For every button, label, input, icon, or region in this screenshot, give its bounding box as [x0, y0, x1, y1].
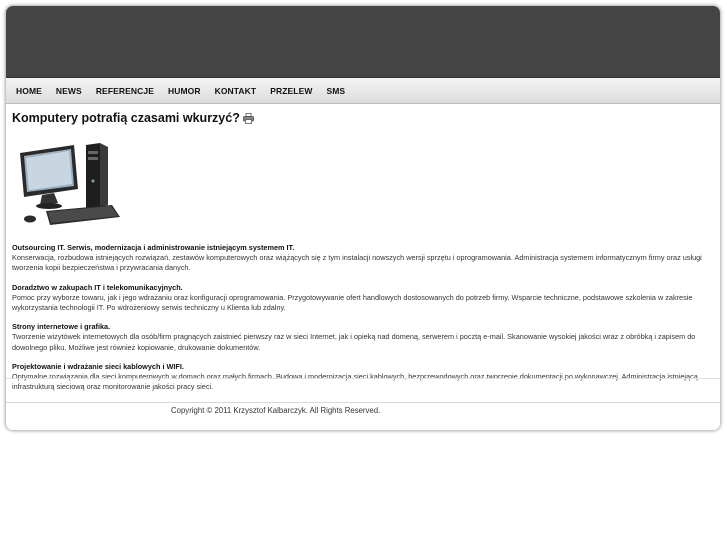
- service-body: Optymalne rozwiązania dla sieci komputerowych w domach oraz małych firmach. Budowa i modernizacja sieci kablowych, bezprzewodowych oraz tworzenie dokumentacji po wykonawczej. Administracja istniejącą infrastrukturą sieciową oraz monitorowanie jakości pracy sieci.: [12, 372, 698, 392]
- service-heading: Doradztwo w zakupach IT i telekomunikacyjnych.: [12, 282, 183, 292]
- nav-home[interactable]: HOME: [16, 85, 42, 96]
- nav-referencje[interactable]: REFERENCJE: [95, 85, 154, 96]
- service-body: Pomoc przy wyborze towaru, jak i jego wdrażaniu oraz konfiguracji oprogramowania. Przygotowywanie ofert handlowych dostosowanych do potrzeb firmy. Wsparcie techniczne, podstawowe szkolenia w zakresie wykorzystania technologii IT. Po wdrożeniowy serwis techniczny u Klienta lub zdalny.: [12, 292, 693, 313]
- service-heading: Projektowanie i wdrażanie sieci kablowych i WIFI.: [12, 361, 184, 371]
- header-banner: [6, 6, 720, 78]
- page-title: Komputery potrafią czasami wkurzyć?: [12, 111, 240, 125]
- printer-icon[interactable]: [243, 113, 254, 124]
- service-section: [12, 322, 714, 353]
- service-heading: Outsourcing IT. Serwis, modernizacja i administrowanie istniejącym systemem IT.: [12, 243, 295, 252]
- main-nav: [6, 78, 720, 104]
- footer: [6, 402, 720, 430]
- service-heading: Strony internetowe i grafika.: [12, 322, 111, 332]
- service-section: [12, 243, 714, 274]
- copyright-text: Copyright © 2011 Krzysztof Kalbarczyk. All Rights Reserved.: [171, 406, 381, 415]
- services-list: [12, 243, 714, 392]
- nav-humor[interactable]: HUMOR: [167, 85, 201, 96]
- page-frame: [6, 6, 720, 430]
- nav-przelew[interactable]: PRZELEW: [270, 85, 313, 96]
- service-body: Tworzenie wizytówek internetowych dla osób/firm pragnących zaistnieć pierwszy raz w sieci Internet, jak i opieką nad domeną, serwerem i pocztą e-mail. Skanowanie wysokiej jakości wraz z obróbką i zapisem do dowolnego pliku. Możliwe jest również kopiowanie, drukowanie dokumentów.: [12, 332, 696, 352]
- service-section: [12, 283, 714, 314]
- main-content: [6, 104, 720, 392]
- nav-sms[interactable]: SMS: [326, 85, 346, 96]
- nav-news[interactable]: NEWS: [55, 85, 82, 96]
- service-body: Konserwacja, rozbudowa istniejących rozwiązań, zestawów komputerowych oraz wiążących się z tym instalacji nowszych wersji sprzętu i oprogramowania. Administracja systemem informatycznym firmy oraz usługi tworzenia kopii bezpieczeństwa i przywracania danych.: [12, 253, 702, 273]
- nav-kontakt[interactable]: KONTAKT: [214, 85, 257, 96]
- desktop-computer-illustration: [16, 141, 128, 231]
- page-title-row: [12, 111, 714, 125]
- content-divider: [6, 378, 720, 379]
